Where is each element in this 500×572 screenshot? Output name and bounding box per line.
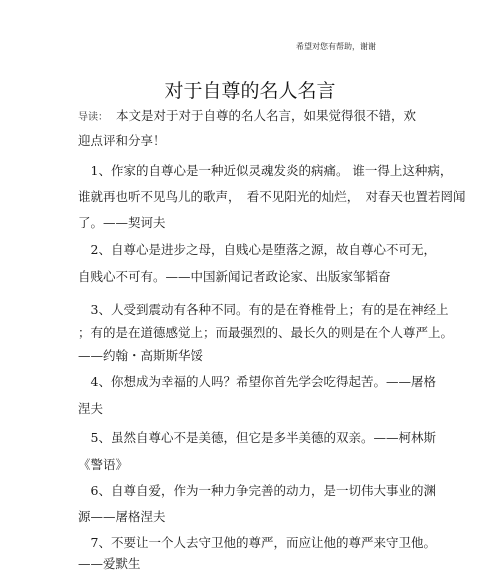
quote-line: ；有的是在道德感觉上；而最强烈的、最长久的则是在个人尊严上。: [78, 325, 454, 340]
header-note: 希望对您有帮助，谢谢: [296, 42, 376, 51]
quote-line: 源——屠格涅夫: [78, 509, 166, 524]
quote-line: 了。——契诃夫: [78, 215, 166, 230]
quote-line: 6、自尊自爱，作为一种力争完善的动力，是一切伟大事业的渊: [78, 483, 436, 498]
quote-line: 谁就再也听不见鸟儿的歌声， 看不见阳光的灿烂， 对春天也置若罔闻: [78, 189, 466, 204]
intro-line: [78, 106, 416, 124]
quote-line: 7、不要让一个人去守卫他的尊严，而应让他的尊严来守卫他。: [78, 535, 436, 550]
quote-line: 《警语》: [78, 457, 129, 472]
intro-label: 导读：: [78, 112, 108, 123]
quote-line: 1、作家的自尊心是一种近似灵魂发炎的病痛。 谁一得上这种病，: [78, 163, 453, 178]
quote-line: 5、虽然自尊心不是美德，但它是多半美德的双亲。——柯林斯: [78, 430, 436, 445]
quote-line: 4、你想成为幸福的人吗？希望你首先学会吃得起苦。——屠格: [78, 374, 436, 389]
quote-line: 3、人受到震动有各种不同。有的是在脊椎骨上；有的是在神经上: [78, 302, 449, 317]
quote-line: ——约翰・高斯斯华馁: [78, 348, 204, 363]
document-title: 对于自尊的名人名言: [164, 80, 336, 102]
intro-line: 迎点评和分享！: [78, 133, 166, 148]
quote-line: 2、自尊心是进步之母，自贱心是堕落之源，故自尊心不可无，: [78, 242, 436, 257]
quote-line: 涅夫: [78, 401, 104, 416]
intro-text: 本文是对于对于自尊的名人名言，如果觉得很不错，欢: [116, 108, 417, 123]
quote-line: 自贱心不可有。——中国新闻记者政论家、出版家邹韬奋: [78, 269, 391, 284]
quote-line: ——爱默生: [78, 556, 141, 571]
